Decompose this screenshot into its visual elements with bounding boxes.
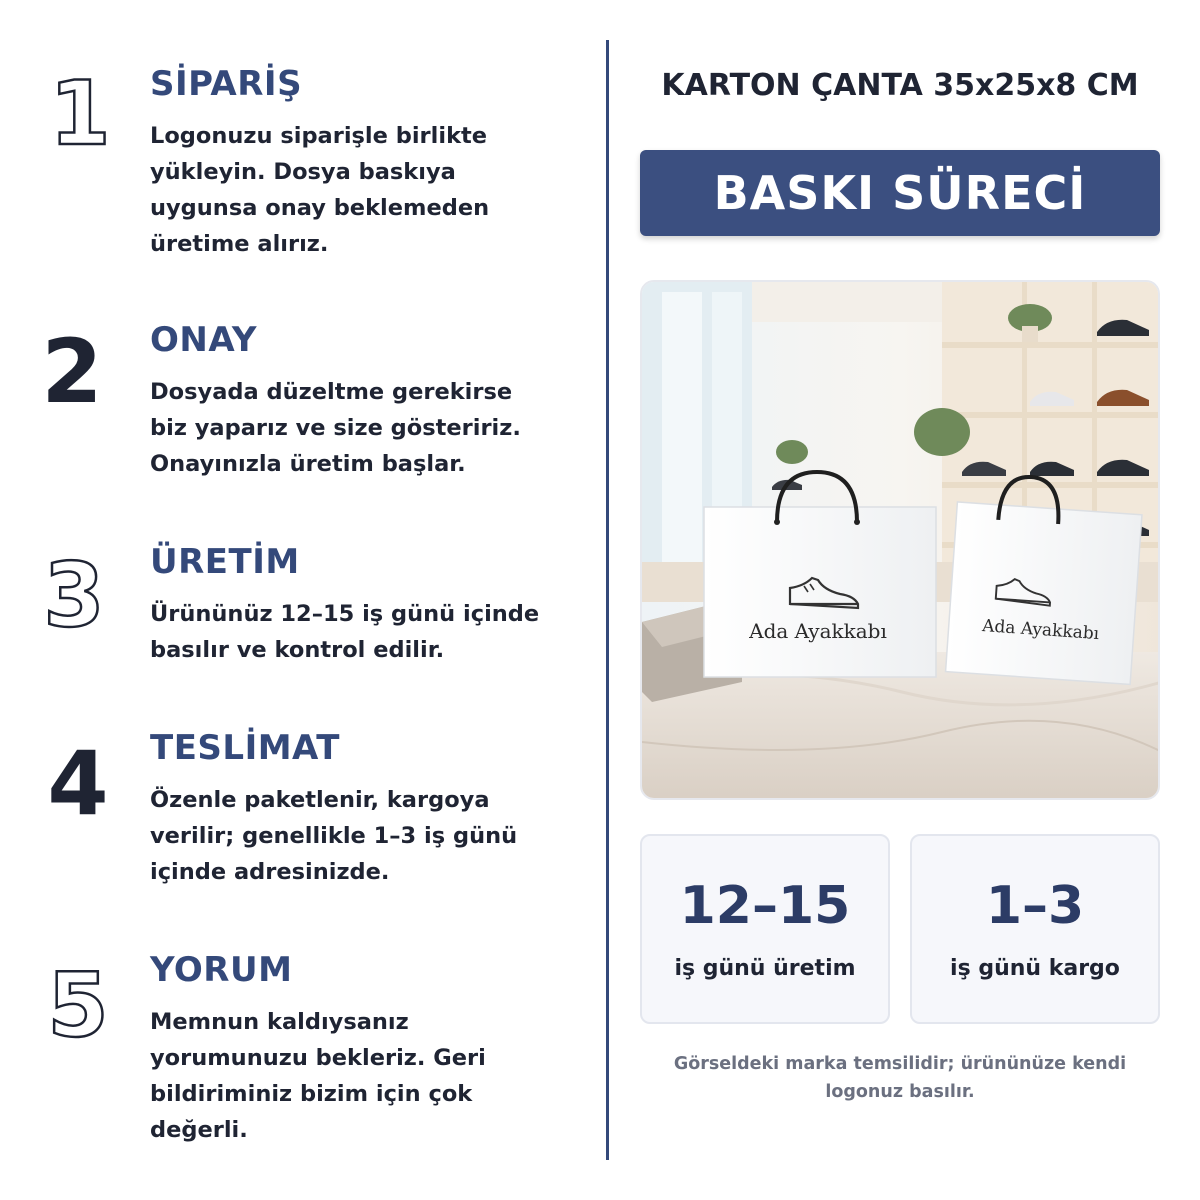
column-divider (606, 40, 609, 1160)
svg-text:1: 1 (49, 66, 111, 156)
stat-card-shipping (910, 834, 1160, 1024)
svg-text:5: 5 (47, 954, 109, 1042)
step-number-1 (40, 66, 120, 156)
svg-text:3: 3 (43, 544, 105, 634)
step-desc-line: yükleyin. Dosya baskıya (150, 159, 456, 185)
section-banner (640, 150, 1160, 236)
product-title: KARTON ÇANTA 35x25x8 CM (661, 68, 1139, 103)
step-desc-line: değerli. (150, 1117, 248, 1143)
step-desc-line: biz yaparız ve size gösteririz. (150, 415, 521, 441)
step-desc-line: Memnun kaldıysanız (150, 1009, 409, 1035)
note-line: logonuz basılır. (825, 1082, 975, 1102)
step-title: TESLİMAT (150, 728, 340, 768)
bag-brand-name: Ada Ayakkabı (749, 619, 887, 643)
step-desc-line: yorumunuzu bekleriz. Geri (150, 1045, 486, 1071)
step-desc-line: Onayınızla üretim başlar. (150, 451, 466, 477)
step-number-4 (40, 730, 120, 820)
stat-label: iş günü kargo (950, 956, 1120, 981)
disclaimer-note (640, 1050, 1160, 1106)
stat-label: iş günü üretim (674, 956, 856, 981)
step-desc-line: Dosyada düzeltme gerekirse (150, 379, 513, 405)
step-desc-line: içinde adresinizde. (150, 859, 390, 885)
step-description (150, 596, 570, 668)
stat-value: 1–3 (985, 876, 1085, 936)
step-desc-line: Özenle paketlenir, kargoya (150, 787, 490, 813)
step-title: ÜRETİM (150, 542, 300, 582)
step-description (150, 374, 570, 482)
step-title: YORUM (150, 950, 293, 990)
banner-label: BASKI SÜRECİ (713, 166, 1087, 220)
step-desc-line: basılır ve kontrol edilir. (150, 637, 445, 663)
stat-card-production (640, 834, 890, 1024)
stat-value: 12–15 (679, 876, 851, 936)
step-desc-line: Logonuzu siparişle birlikte (150, 123, 488, 149)
step-desc-line: uygunsa onay beklemeden (150, 195, 490, 221)
step-number-5 (40, 952, 120, 1042)
step-number-3 (40, 544, 120, 634)
step-description (150, 118, 570, 262)
svg-text:4: 4 (47, 732, 109, 820)
note-line: Görseldeki marka temsilidir; ürününüze kendi (673, 1054, 1127, 1074)
step-title: SİPARİŞ (150, 64, 303, 104)
bag-brand-name: Ada Ayakkabı (981, 616, 1100, 645)
step-description (150, 1004, 570, 1148)
svg-text:2: 2 (41, 322, 103, 412)
step-number-2 (40, 322, 120, 412)
step-desc-line: Ürününüz 12–15 iş günü içinde (150, 601, 540, 627)
step-description (150, 782, 570, 890)
shop-scene-illustration (642, 282, 1160, 800)
step-title: ONAY (150, 320, 258, 360)
step-desc-line: üretime alırız. (150, 231, 329, 257)
step-desc-line: bildiriminiz bizim için çok (150, 1081, 473, 1107)
product-photo (640, 280, 1160, 800)
step-desc-line: verilir; genellikle 1–3 iş günü (150, 823, 518, 849)
